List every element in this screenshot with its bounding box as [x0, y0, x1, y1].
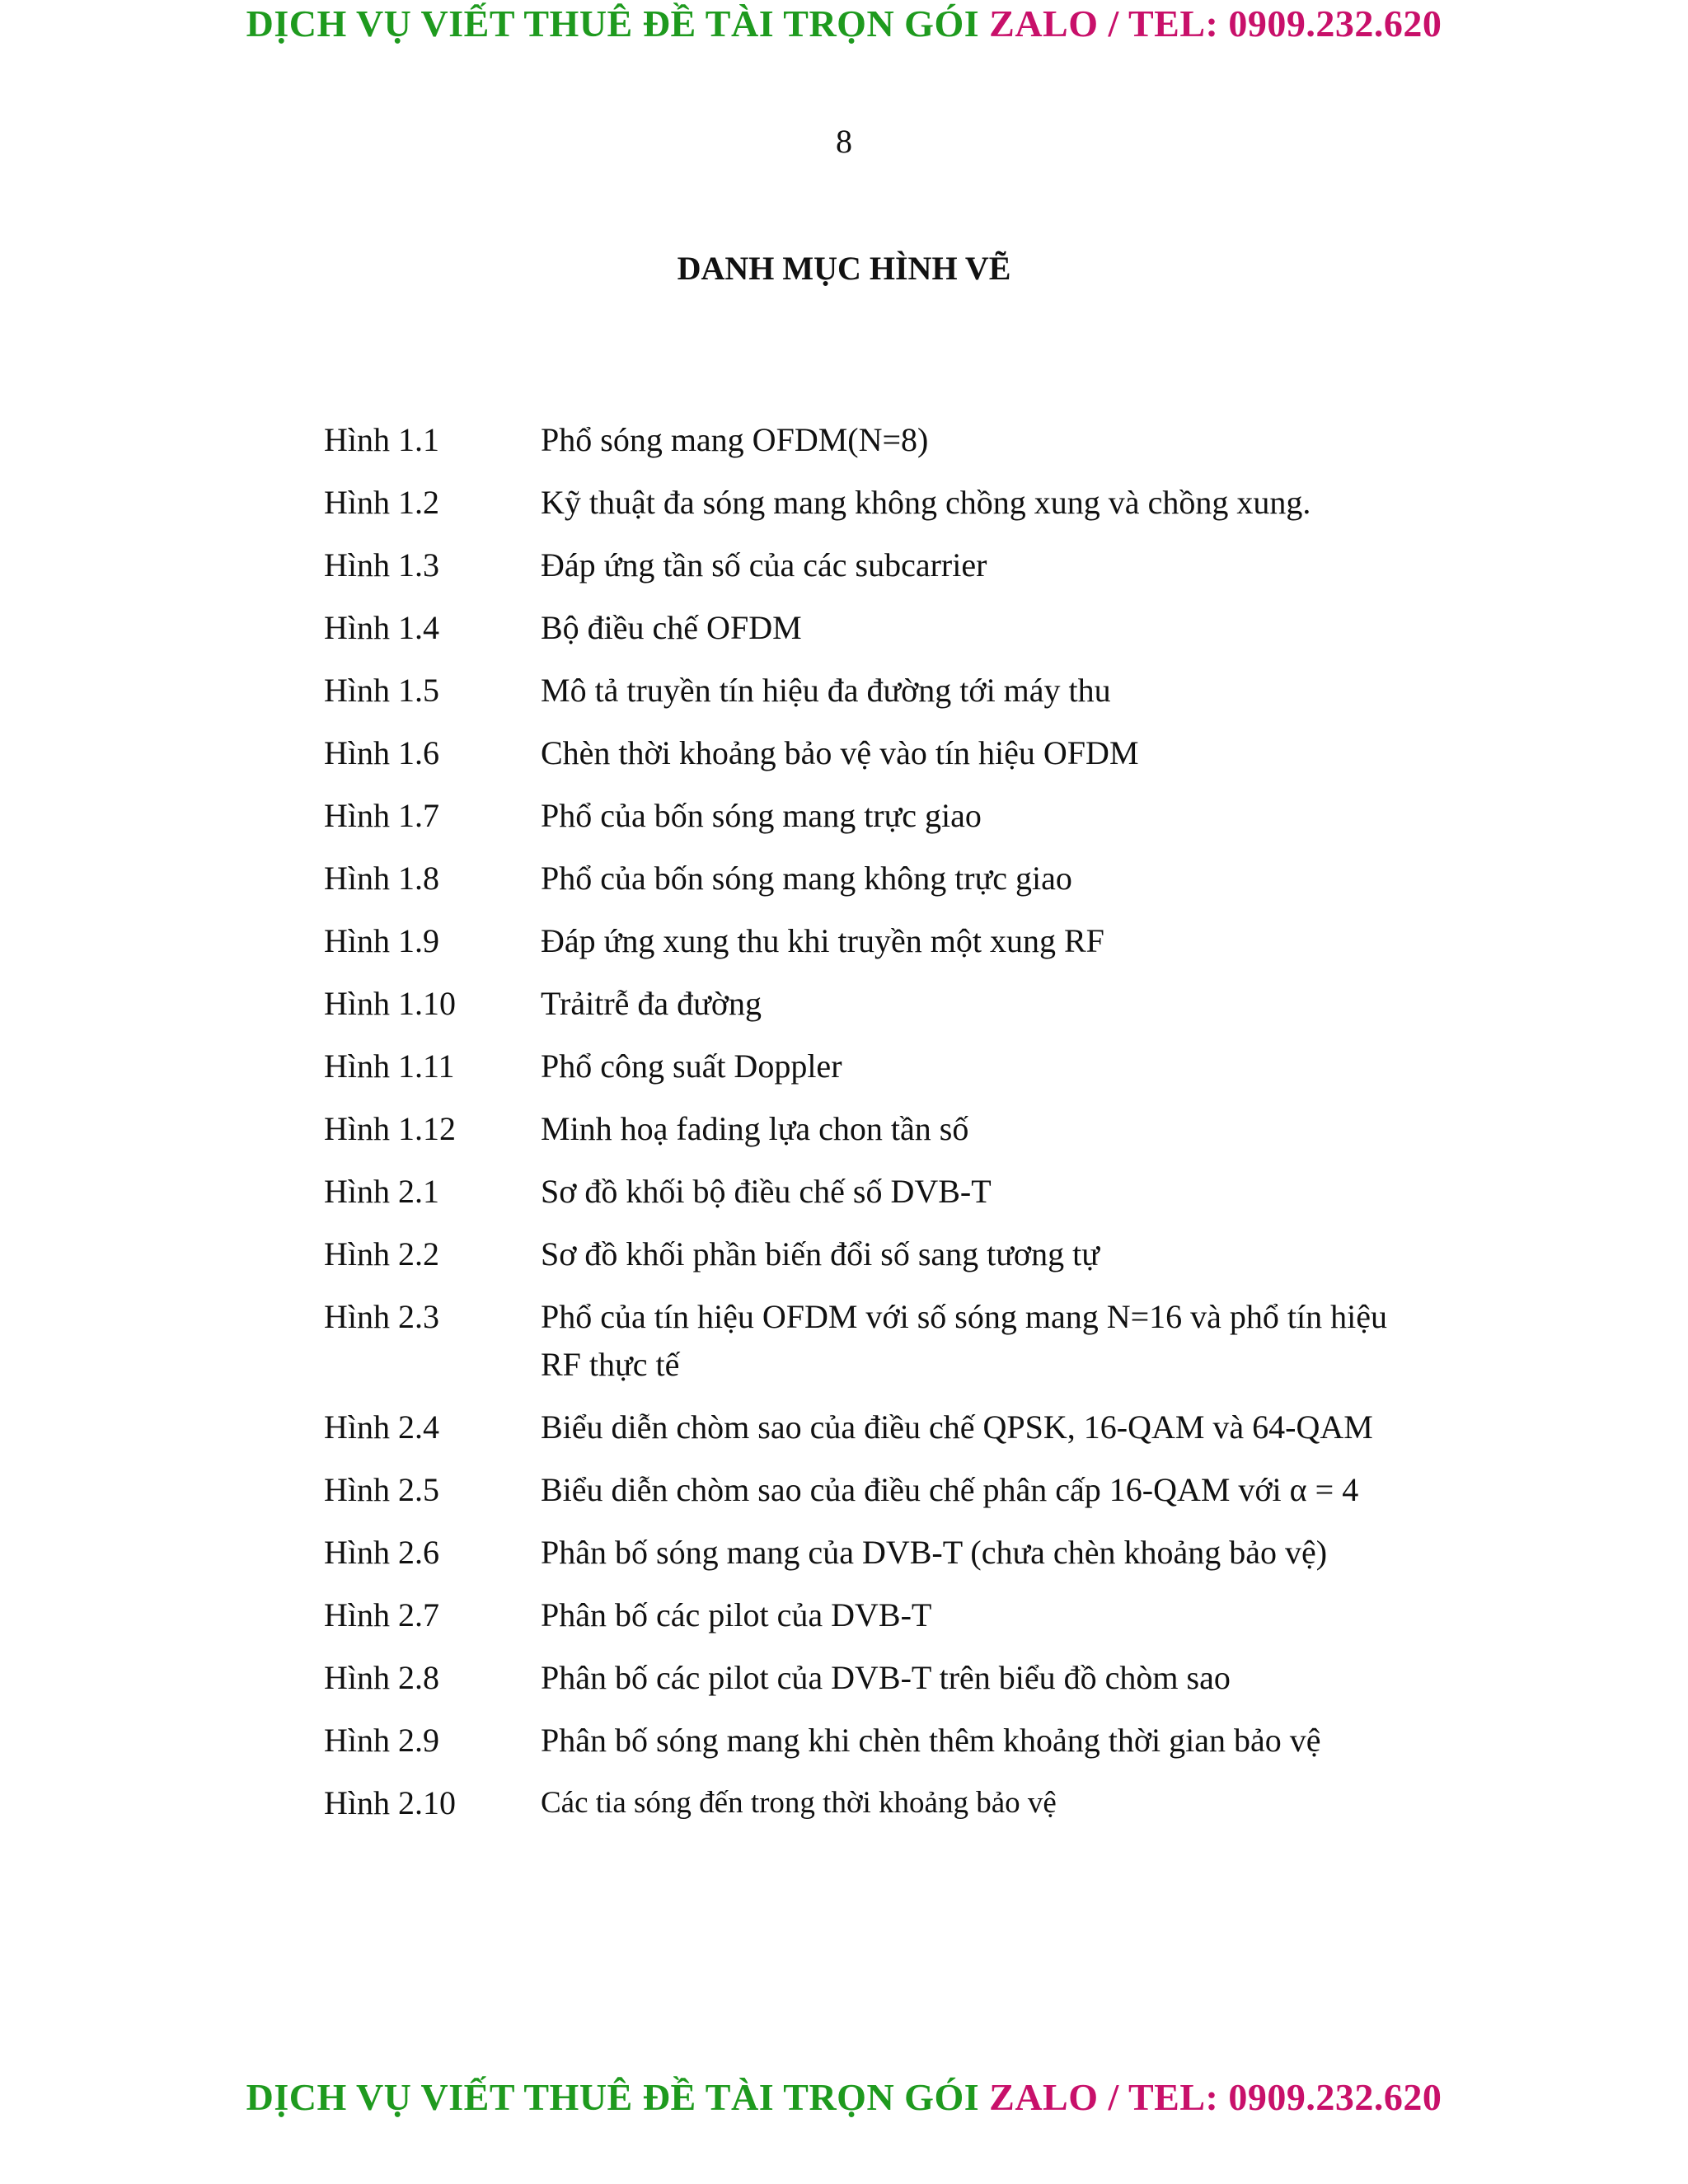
figure-title: Phân bố sóng mang khi chèn thêm khoảng thời gian bảo vệ	[541, 1722, 1321, 1759]
figure-number: Hình 1.12	[324, 1110, 456, 1147]
figure-title: Phân bố các pilot của DVB-T	[541, 1596, 932, 1633]
figure-title: Sơ đồ khối bộ điều chế số DVB-T	[541, 1173, 992, 1210]
list-item	[324, 1293, 1445, 1404]
figure-title: Minh hoạ fading lựa chon tần số	[541, 1110, 969, 1147]
figure-title: Phổ công suất Doppler	[541, 1047, 842, 1085]
figure-title: Đáp ứng xung thu khi truyền một xung RF	[541, 922, 1104, 959]
figure-title: Phổ của tín hiệu OFDM với số sóng mang N=16 và phổ tín hiệu RF thực tế	[541, 1298, 1387, 1383]
figure-list	[324, 416, 1445, 1842]
figure-number: Hình 1.2	[324, 484, 439, 521]
figure-title: Đáp ứng tần số của các subcarrier	[541, 546, 987, 583]
list-item	[324, 729, 1445, 792]
figure-title: Phổ của bốn sóng mang trực giao	[541, 797, 982, 834]
figure-number: Hình 2.7	[324, 1596, 439, 1633]
figure-number: Hình 2.1	[324, 1173, 439, 1210]
list-item	[324, 1043, 1445, 1105]
banner-contact-text: ZALO / TEL: 0909.232.620	[989, 2076, 1442, 2118]
list-item	[324, 1591, 1445, 1654]
figure-number: Hình 1.6	[324, 734, 439, 771]
figure-title: Biểu diễn chòm sao của điều chế QPSK, 16-QAM và 64-QAM	[541, 1408, 1373, 1446]
figure-number: Hình 2.10	[324, 1784, 456, 1821]
page-title: DANH MỤC HÌNH VẼ	[677, 250, 1011, 287]
list-item	[324, 667, 1445, 729]
figure-number: Hình 1.7	[324, 797, 439, 834]
figure-title: Chèn thời khoảng bảo vệ vào tín hiệu OFDM	[541, 734, 1139, 771]
footer-banner	[0, 2075, 1688, 2119]
list-item	[324, 855, 1445, 917]
figure-number: Hình 1.10	[324, 985, 456, 1022]
figure-number: Hình 1.11	[324, 1047, 455, 1085]
figure-title: Phân bố sóng mang của DVB-T (chưa chèn khoảng bảo vệ)	[541, 1534, 1328, 1571]
figure-number: Hình 1.3	[324, 546, 439, 583]
list-item	[324, 1466, 1445, 1529]
figure-number: Hình 2.6	[324, 1534, 439, 1571]
list-item	[324, 1529, 1445, 1591]
list-item	[324, 792, 1445, 855]
list-item	[324, 917, 1445, 980]
figure-title: Biểu diễn chòm sao của điều chế phân cấp 16-QAM với α = 4	[541, 1471, 1359, 1508]
list-item	[324, 1717, 1445, 1779]
figure-number: Hình 2.5	[324, 1471, 439, 1508]
banner-service-text: DỊCH VỤ VIẾT THUÊ ĐỀ TÀI TRỌN GÓI	[246, 2, 990, 45]
figure-title: Sơ đồ khối phần biến đổi số sang tương tự	[541, 1235, 1100, 1272]
figure-number: Hình 1.4	[324, 609, 439, 646]
list-item	[324, 416, 1445, 479]
figure-title: Mô tả truyền tín hiệu đa đường tới máy thu	[541, 672, 1111, 709]
banner-contact-text: ZALO / TEL: 0909.232.620	[989, 2, 1442, 45]
figure-number: Hình 2.9	[324, 1722, 439, 1759]
figure-title: Các tia sóng đến trong thời khoảng bảo vệ	[541, 1786, 1057, 1820]
header-banner	[0, 2, 1688, 45]
list-item	[324, 541, 1445, 604]
list-item	[324, 1654, 1445, 1717]
figure-title: Trảitrễ đa đường	[541, 985, 762, 1022]
list-item	[324, 1404, 1445, 1466]
list-item	[324, 1105, 1445, 1168]
figure-title: Kỹ thuật đa sóng mang không chồng xung và chồng xung.	[541, 484, 1311, 521]
figure-number: Hình 2.2	[324, 1235, 439, 1272]
figure-title: Phổ của bốn sóng mang không trực giao	[541, 860, 1072, 897]
list-item	[324, 1168, 1445, 1230]
figure-number: Hình 1.9	[324, 922, 439, 959]
list-item	[324, 980, 1445, 1043]
figure-title: Bộ điều chế OFDM	[541, 609, 802, 646]
figure-number: Hình 2.8	[324, 1659, 439, 1696]
figure-number: Hình 2.4	[324, 1408, 439, 1446]
list-item	[324, 604, 1445, 667]
figure-title: Phổ sóng mang OFDM(N=8)	[541, 421, 929, 458]
list-item	[324, 1779, 1445, 1842]
figure-number: Hình 1.5	[324, 672, 439, 709]
banner-service-text: DỊCH VỤ VIẾT THUÊ ĐỀ TÀI TRỌN GÓI	[246, 2076, 990, 2118]
figure-number: Hình 1.8	[324, 860, 439, 897]
figure-title: Phân bố các pilot của DVB-T trên biểu đồ chòm sao	[541, 1659, 1231, 1696]
page-number: 8	[836, 123, 852, 160]
list-item	[324, 479, 1445, 541]
figure-number: Hình 1.1	[324, 421, 439, 458]
list-item	[324, 1230, 1445, 1293]
figure-number: Hình 2.3	[324, 1298, 439, 1335]
